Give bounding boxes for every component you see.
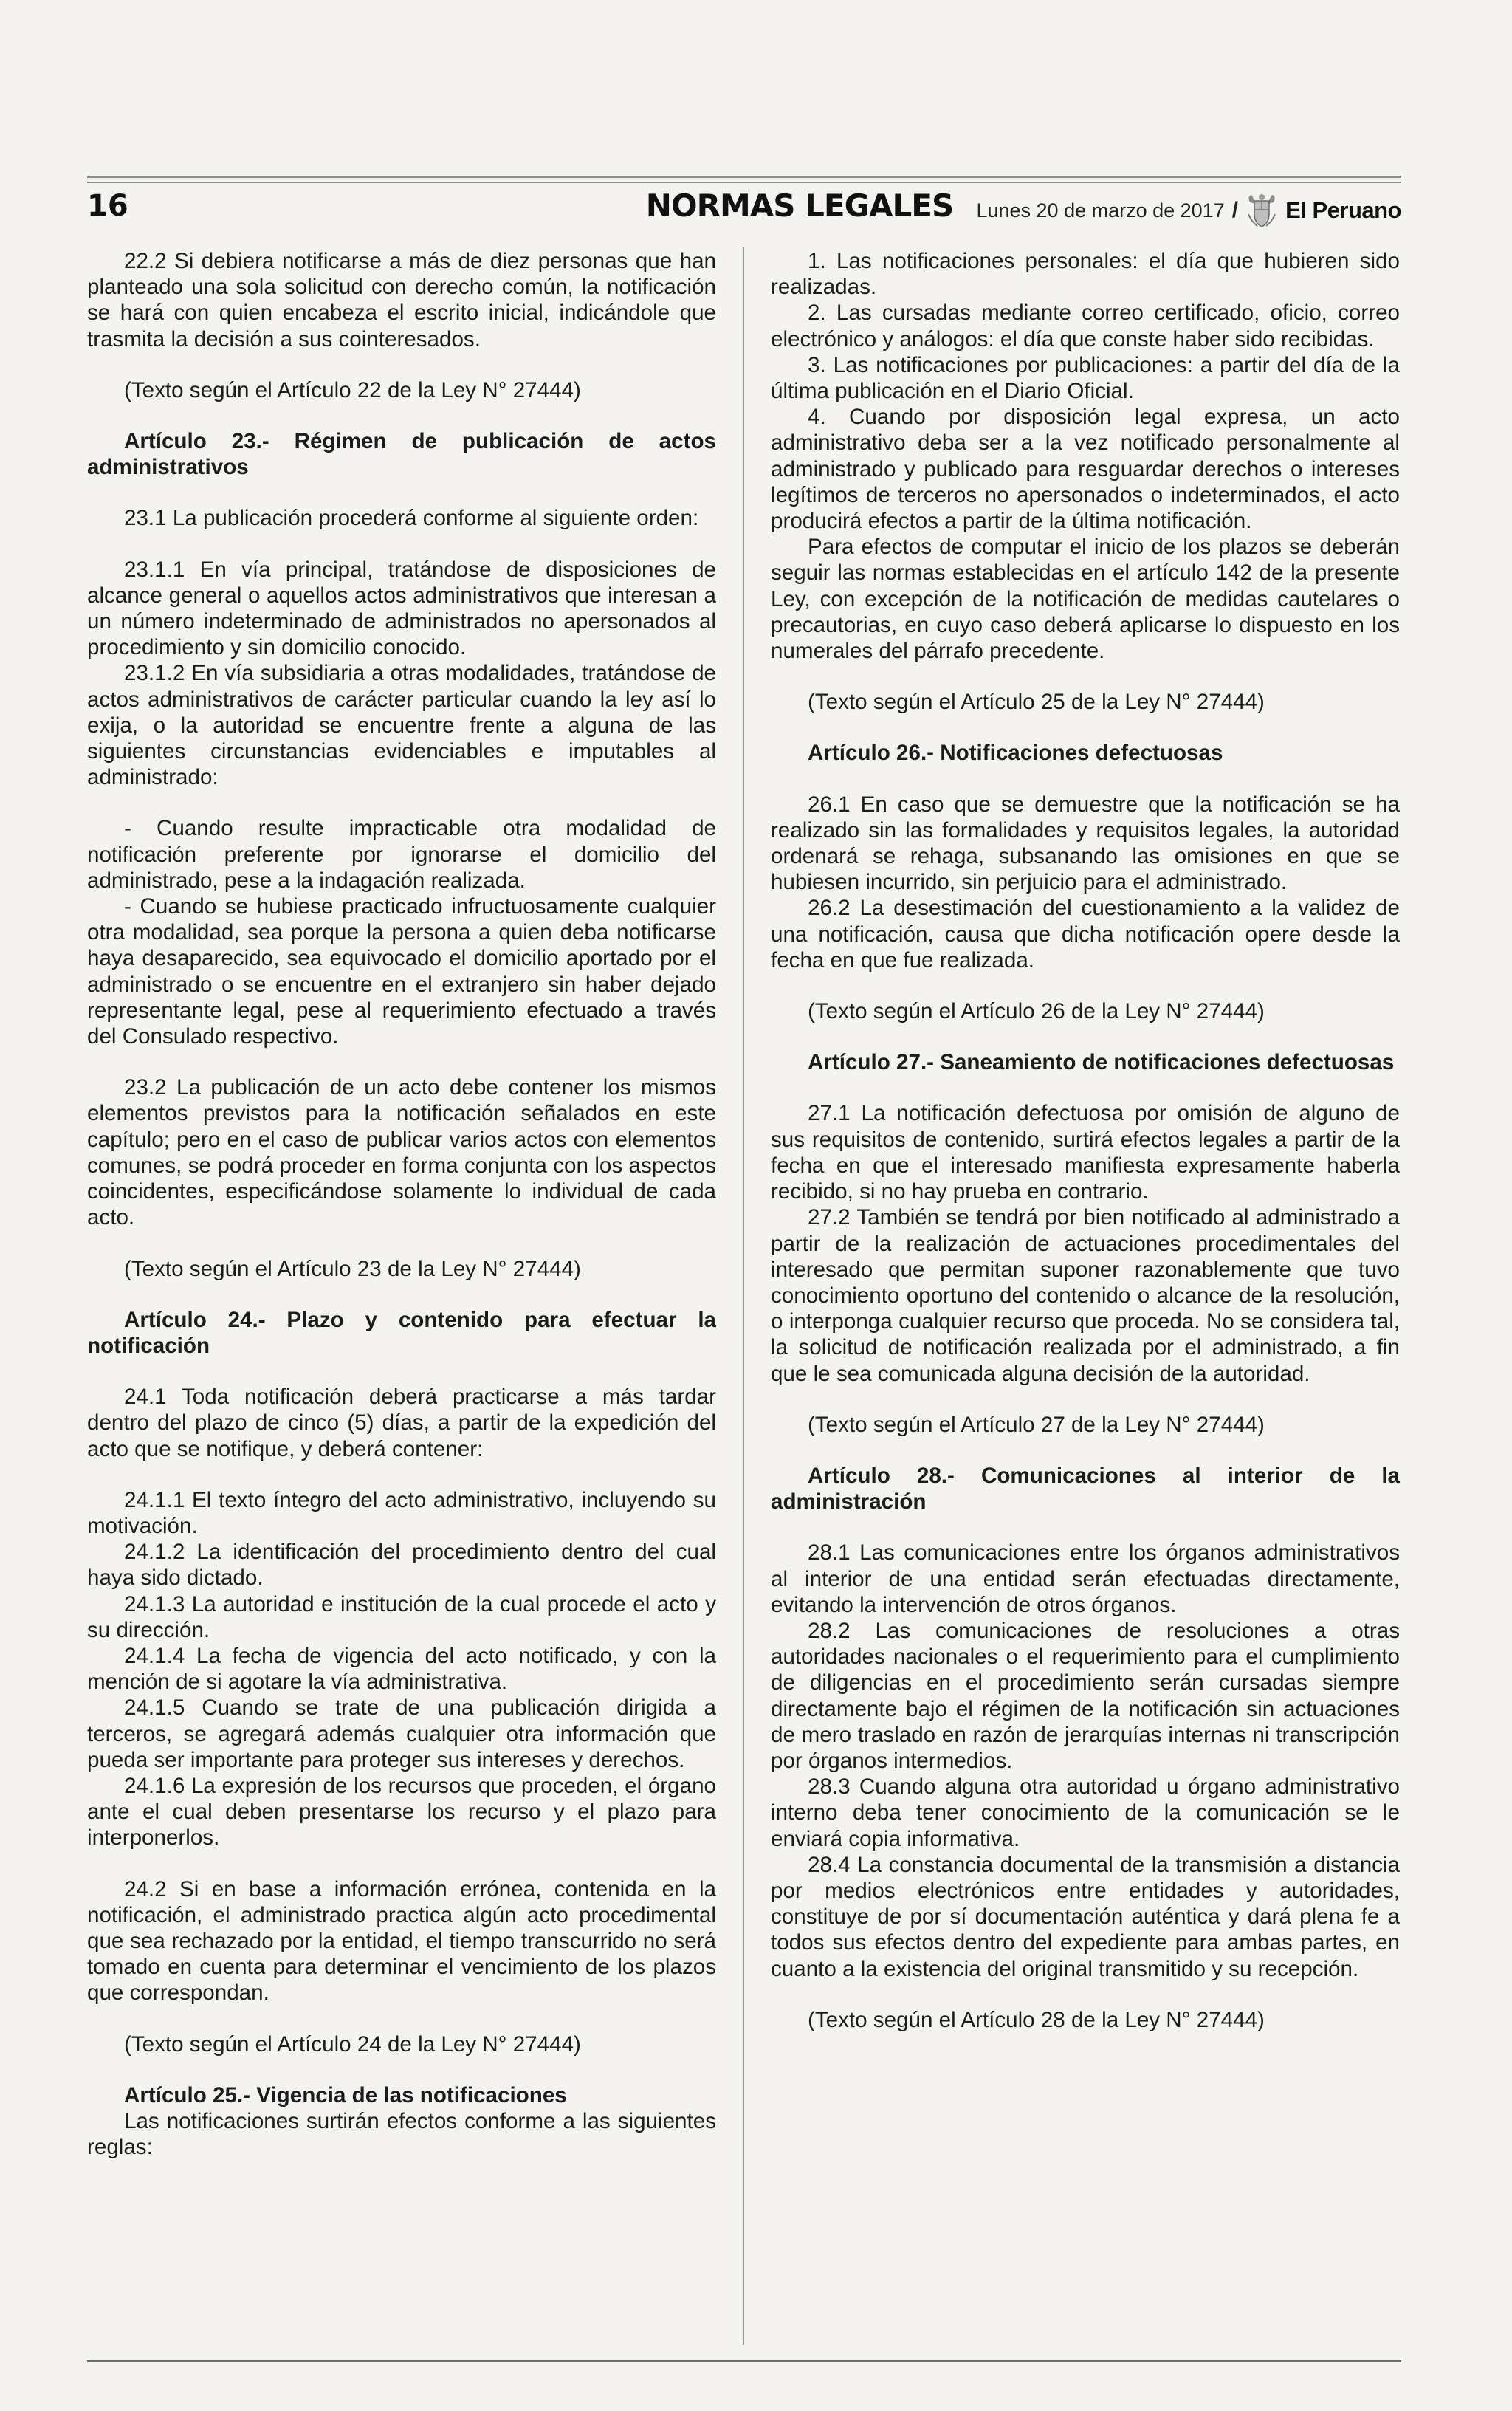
section-title: NORMAS LEGALES [645,188,954,224]
paragraph-23-1-1: 23.1.1 En vía principal, tratándose de disposiciones de alcance general o aquellos actos administrativos que interesan a un número indeterminado de administrados no apersonados al procedimiento y sin domicilio conocido. [87,557,716,660]
paragraph-28-2: 28.2 Las comunicaciones de resoluciones a otras autoridades nacionales o el requerimiento para el cumplimiento de diligencias en el procedimiento serán cursadas siempre directamente bajo el régimen de la notificación sin actuaciones de mero traslado en razón de jerarquías internas ni transcripción por órganos intermedios. [771,1618,1400,1773]
paragraph-24-1-5: 24.1.5 Cuando se trate de una publicación dirigida a terceros, se agregará además cualquier otra información que pueda ser importante para proteger sus intereses y derechos. [87,1695,716,1772]
citation-article-23: (Texto según el Artículo 23 de la Ley N° 27444) [124,1256,581,1281]
paragraph-23-1-2: 23.1.2 En vía subsidiaria a otras modalidades, tratándose de actos administrativos de carácter particular cuando la ley así lo exija, o la autoridad se encuentre frente a alguna de las siguientes circunstancias evidenciables e imputables al administrado: [87,661,716,790]
citation-article-25: (Texto según el Artículo 25 de la Ley N° 27444) [808,690,1265,715]
paragraph-23-1: 23.1 La publicación procederá conforme al siguiente orden: [124,506,699,531]
rule-item-4: 4. Cuando por disposición legal expresa, un acto administrativo deba ser a la vez notificado personalmente al administrado y publicado para resguardar derechos o intereses legítimos de terceros no apersonados o indeterminados, el acto producirá efectos a partir de la última notificación. [771,405,1400,534]
page-number: 16 [87,189,128,223]
article-26-heading: Artículo 26.- Notificaciones defectuosas [808,741,1223,766]
header-rule-bottom [87,182,1401,183]
citation-article-26: (Texto según el Artículo 26 de la Ley N° 27444) [808,999,1265,1024]
citation-article-28: (Texto según el Artículo 28 de la Ley N° 27444) [808,2007,1265,2032]
publication-date: Lunes 20 de marzo de 2017 [976,199,1225,222]
paragraph-28-3: 28.3 Cuando alguna otra autoridad u órgano administrativo interno deba tener conocimiento de la comunicación se le enviará copia informativa. [771,1774,1400,1851]
article-23-heading: Artículo 23.- Régimen de publicación de actos administrativos [87,429,716,480]
header-publication-info [976,192,1401,229]
paragraph-24-1-1: 24.1.1 El texto íntegro del acto administrativo, incluyendo su motivación. [87,1487,716,1538]
paragraph-24-1-6: 24.1.6 La expresión de los recursos que proceden, el órgano ante el cual deben presentarse los recurso y el plazo para interponerlos. [87,1773,716,1851]
citation-article-24: (Texto según el Artículo 24 de la Ley N° 27444) [124,2031,581,2057]
paragraph-24-1-2: 24.1.2 La identificación del procedimiento dentro del cual haya sido dictado. [87,1540,716,1591]
citation-article-22: (Texto según el Artículo 22 de la Ley N° 27444) [124,377,581,402]
paragraph-24-1: 24.1 Toda notificación deberá practicarse a más tardar dentro del plazo de cinco (5) días, a partir de la expedición del acto que se notifique, y deberá contener: [87,1385,716,1461]
left-column [87,248,716,2160]
article-24-heading: Artículo 24.- Plazo y contenido para efectuar la notificación [87,1307,716,1358]
article-28-heading: Artículo 28.- Comunicaciones al interior de la administración [771,1463,1400,1515]
header-separator: / [1231,198,1239,222]
citation-article-27: (Texto según el Artículo 27 de la Ley N° 27444) [808,1412,1265,1437]
paragraph-24-1-3: 24.1.3 La autoridad e institución de la cual procede el acto y su dirección. [87,1591,716,1642]
article-25-heading: Artículo 25.- Vigencia de las notificaciones [124,2082,567,2108]
paragraph-24-1-4: 24.1.4 La fecha de vigencia del acto notificado, y con la mención de si agotare la vía administrativa. [87,1643,716,1695]
right-column [771,248,1400,2033]
header-rule-top [87,176,1401,178]
article-27-heading: Artículo 27.- Saneamiento de notificaciones defectuosas [808,1050,1395,1075]
paragraph-24-2: 24.2 Si en base a información errónea, contenida en la notificación, el administrado practica algún acto procedimental que sea rechazado por la entidad, el tiempo transcurrido no será tomado en cuenta para determinar el vencimiento de los plazos que correspondan. [87,1876,716,2006]
footer-rule [87,2360,1401,2362]
paragraph-25-intro: Las notificaciones surtirán efectos conforme a las siguientes reglas: [87,2108,716,2160]
newspaper-name: El Peruano [1285,197,1401,223]
rule-item-3: 3. Las notificaciones por publicaciones: a partir del día de la última publicación en el Diario Oficial. [771,352,1400,404]
paragraph-26-2: 26.2 La desestimación del cuestionamiento a la validez de una notificación, causa que dicha notificación opere desde la fecha en que fue realizada. [771,896,1400,973]
paragraph-plazos: Para efectos de computar el inicio de los plazos se deberán seguir las normas establecidas en el artículo 142 de la presente Ley, con excepción de la notificación de medidas cautelares o precautorias, en cuyo caso deberá aplicarse lo dispuesto en los numerales del párrafo precedente. [771,535,1400,664]
paragraph-28-1: 28.1 Las comunicaciones entre los órganos administrativos al interior de una entidad serán efectuadas directamente, evitando la intervención de otros órganos. [771,1540,1400,1617]
rule-item-1: 1. Las notificaciones personales: el día que hubieren sido realizadas. [771,249,1400,300]
paragraph-22-2: 22.2 Si debiera notificarse a más de diez personas que han planteado una sola solicitud con derecho común, la notificación se hará con quien encabeza el escrito inicial, indicándole que trasmita la decisión a sus cointeresados. [87,249,716,351]
bullet-item: - Cuando se hubiese practicado infructuosamente cualquier otra modalidad, sea porque la persona a quien deba notificarse haya desaparecido, sea equivocado el domicilio aportado por el administrado o se encuentre en el extranjero sin haber dejado representante legal, pese al requerimiento efectuado a través del Consulado respectivo. [87,894,716,1049]
page-header [87,185,1401,230]
paragraph-27-1: 27.1 La notificación defectuosa por omisión de alguno de sus requisitos de contenido, surtirá efectos legales a partir de la fecha en que el interesado manifiesta expresamente haberla recibido, si no hay prueba en contrario. [771,1101,1400,1204]
column-divider [743,247,744,2345]
paragraph-23-2: 23.2 La publicación de un acto debe contener los mismos elementos previstos para la notificación señalados en este capítulo; pero en el caso de publicar varios actos con elementos comunes, se podrá proceder en forma conjunta con los aspectos coincidentes, especificándose solamente lo individual de cada acto. [87,1075,716,1230]
bullet-item: - Cuando resulte impracticable otra modalidad de notificación preferente por ignorarse el domicilio del administrado, pese a la indagación realizada. [87,816,716,893]
paragraph-26-1: 26.1 En caso que se demuestre que la notificación se ha realizado sin las formalidades y requisitos legales, la autoridad ordenará se rehaga, subsanando las omisiones en que se hubiesen incurrido, sin perjuicio para el administrado. [771,792,1400,895]
peru-coat-of-arms-icon [1245,192,1278,229]
rule-item-2: 2. Las cursadas mediante correo certificado, oficio, correo electrónico y análogos: el día que conste haber sido recibidas. [771,301,1400,351]
paragraph-27-2: 27.2 También se tendrá por bien notificado al administrado a partir de la realización de actuaciones procedimentales del interesado que permitan suponer razonablemente que tuvo conocimiento oportuno del contenido o alcance de la resolución, o interponga cualquier recurso que proceda. No se considera tal, la solicitud de notificación realizada por el administrado, a fin que le sea comunicada alguna decisión de la autoridad. [771,1205,1400,1386]
paragraph-28-4: 28.4 La constancia documental de la transmisión a distancia por medios electrónicos entre entidades y autoridades, constituye de por sí documentación auténtica y dará plena fe a todos sus efectos dentro del expediente para ambas partes, en cuanto a la existencia del original transmitido y su recepción. [771,1852,1400,1981]
